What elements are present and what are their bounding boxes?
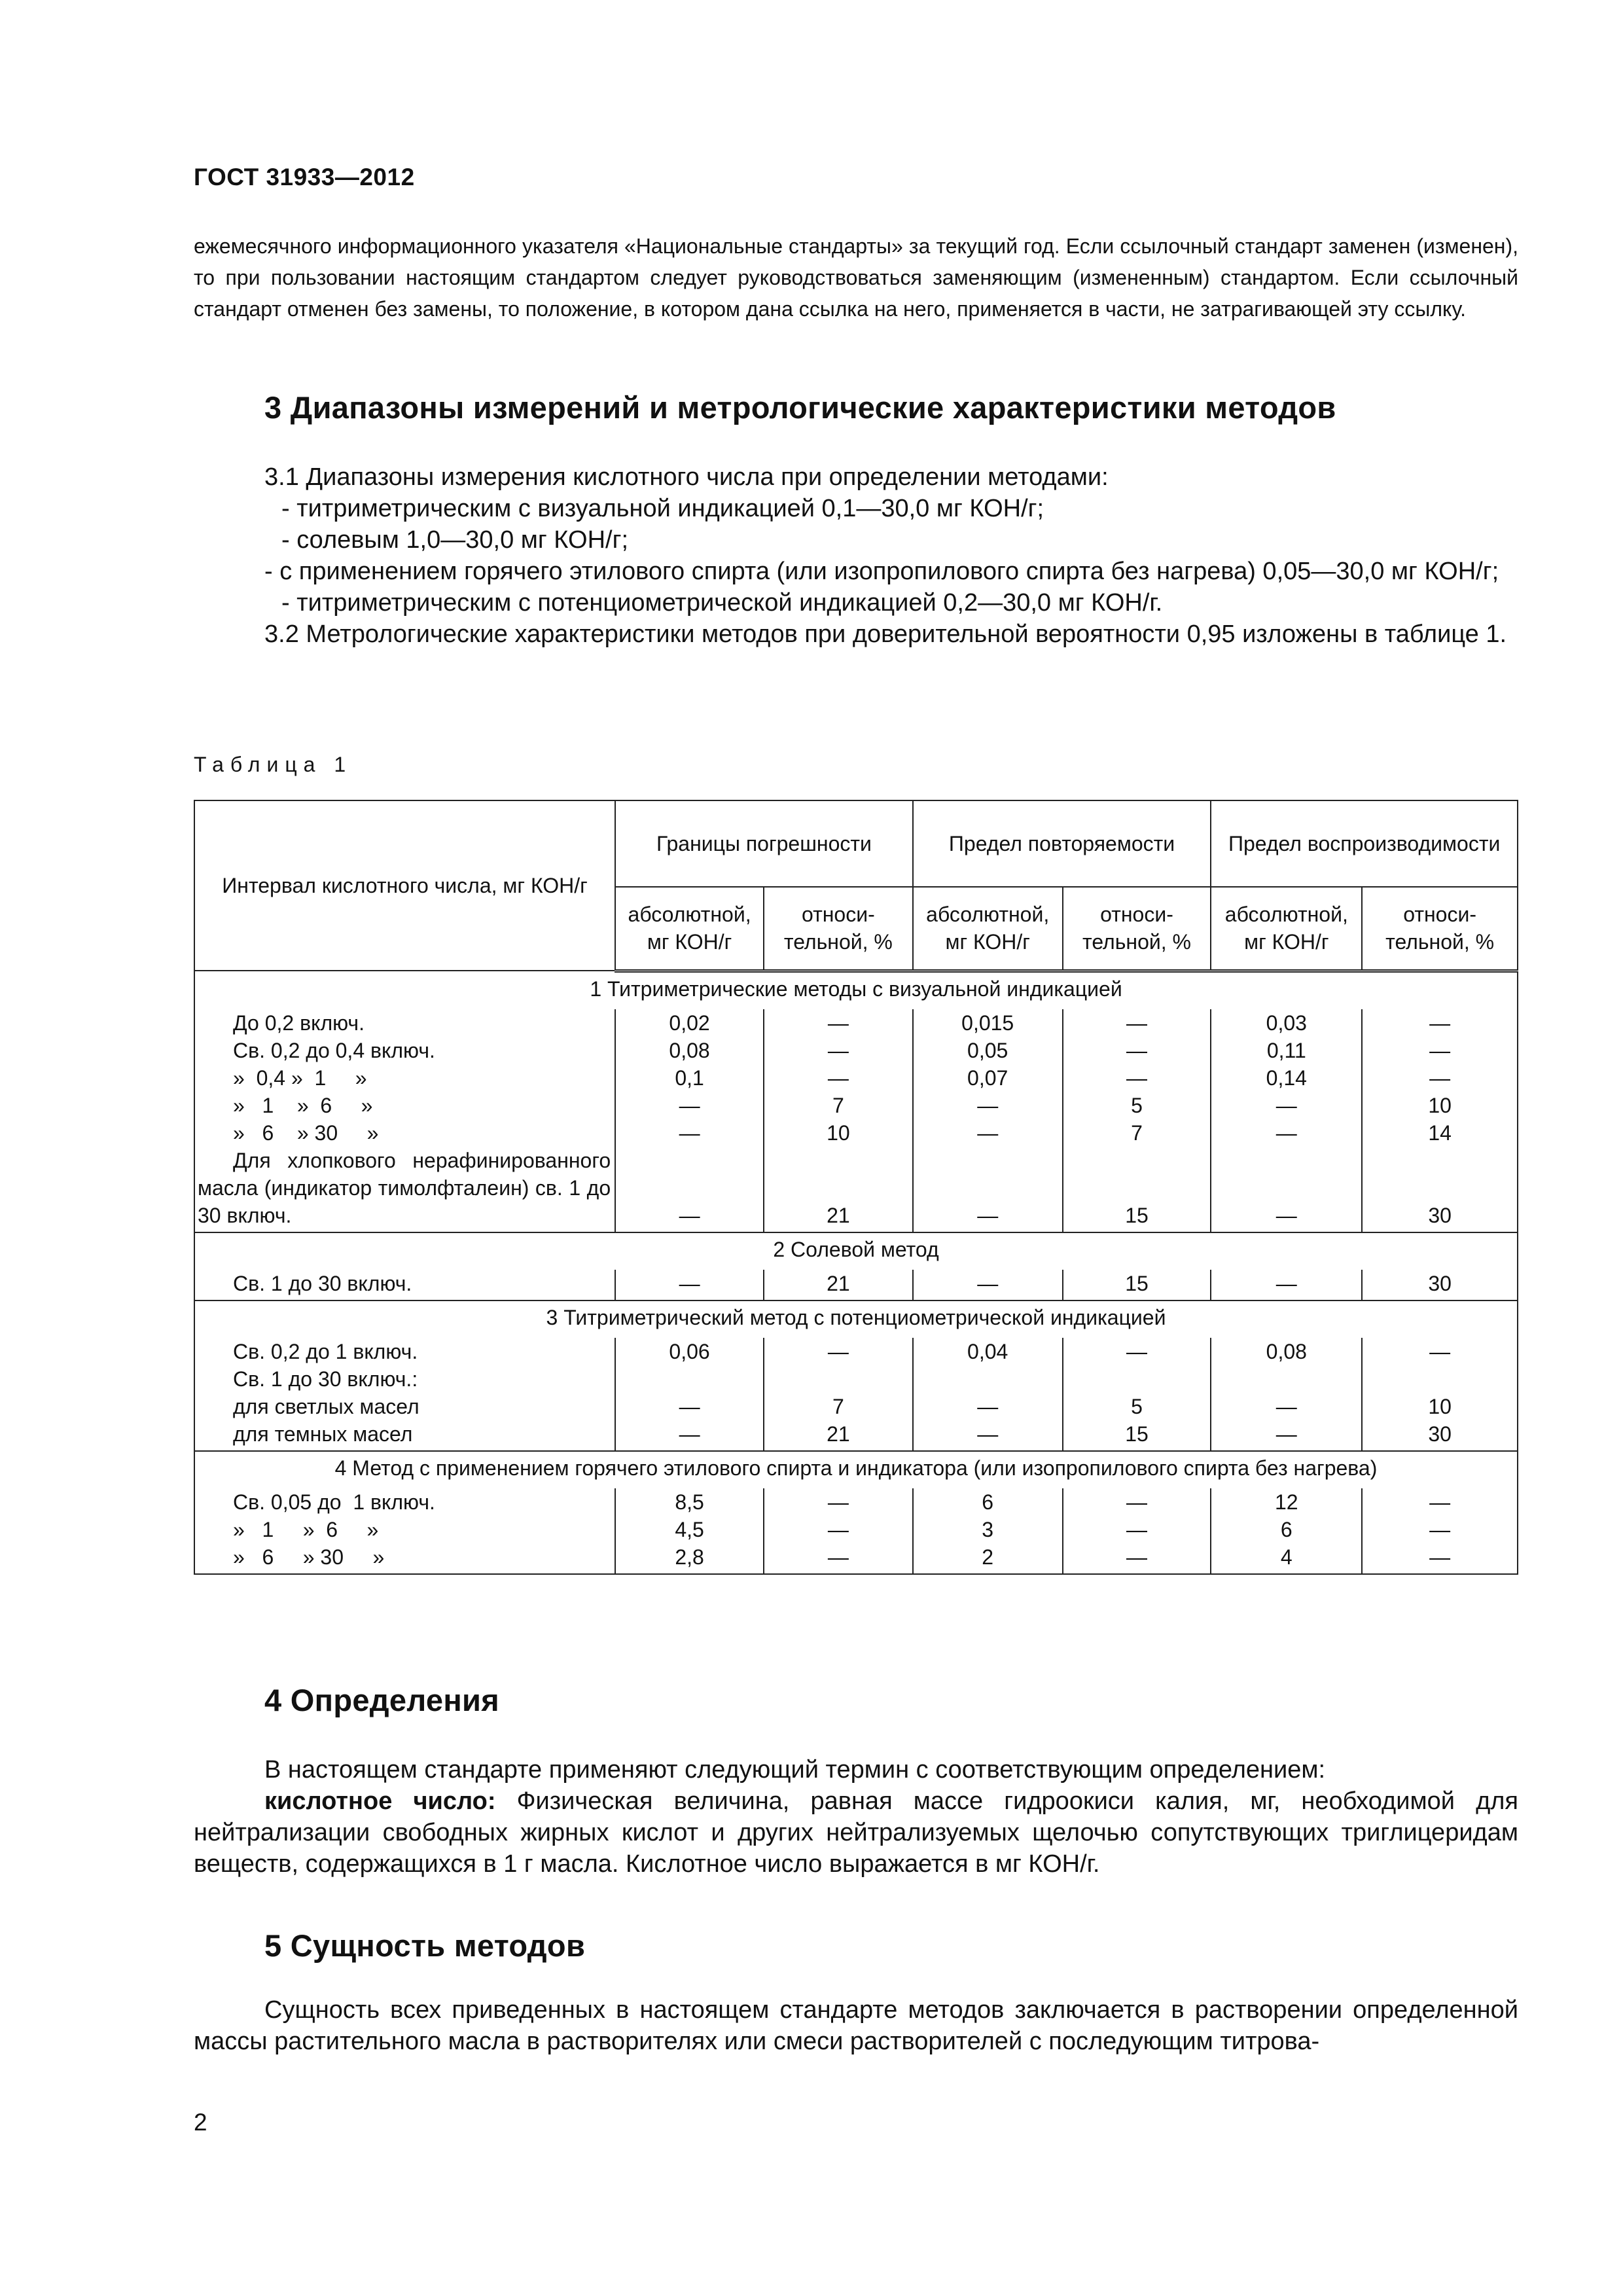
table-row bbox=[194, 1092, 1518, 1119]
metrology-table bbox=[194, 800, 1518, 1575]
table-cell bbox=[1362, 1365, 1518, 1393]
table-row bbox=[194, 1064, 1518, 1092]
table-cell: 4 bbox=[1211, 1543, 1362, 1574]
table-cell bbox=[1211, 1365, 1362, 1393]
row-label: Св. 1 до 30 включ.: bbox=[194, 1365, 615, 1393]
table-cell: 4,5 bbox=[615, 1516, 764, 1543]
table-cell: — bbox=[913, 1092, 1063, 1119]
row-label: Св. 0,2 до 1 включ. bbox=[194, 1338, 615, 1365]
table-caption: Таблица 1 bbox=[194, 753, 353, 776]
subheader-absolute: абсолютной, мг КОН/г bbox=[913, 887, 1063, 971]
row-label: » 1 » 6 » bbox=[194, 1516, 615, 1543]
table-cell: — bbox=[1063, 1338, 1211, 1365]
table-row bbox=[194, 1037, 1518, 1064]
table-cell: — bbox=[764, 1009, 913, 1037]
table-row bbox=[194, 1147, 1518, 1232]
section-5-heading: 5 Сущность методов bbox=[264, 1928, 586, 1963]
section-4-body bbox=[194, 1754, 1518, 1880]
table-cell: — bbox=[615, 1393, 764, 1420]
clause-3-1: 3.1 Диапазоны измерения кислотного числа при определении методами: bbox=[264, 463, 1109, 491]
subheader-absolute: абсолютной, мг КОН/г bbox=[1211, 887, 1362, 971]
table-cell: — bbox=[1211, 1092, 1362, 1119]
table-cell: — bbox=[764, 1037, 913, 1064]
interval-header: Интервал кислотного числа, мг КОН/г bbox=[194, 800, 615, 971]
table-cell: — bbox=[913, 1393, 1063, 1420]
table-row bbox=[194, 1009, 1518, 1037]
table-cell: — bbox=[1362, 1488, 1518, 1516]
row-label: Св. 0,05 до 1 включ. bbox=[194, 1488, 615, 1516]
table-cell: — bbox=[1211, 1119, 1362, 1147]
table-cell: — bbox=[1362, 1037, 1518, 1064]
section-3-body bbox=[194, 461, 1518, 650]
table-cell: — bbox=[615, 1420, 764, 1451]
table-cell: 30 bbox=[1362, 1270, 1518, 1300]
page-number: 2 bbox=[194, 2109, 207, 2136]
table-row bbox=[194, 1488, 1518, 1516]
table-cell: 0,07 bbox=[913, 1064, 1063, 1092]
table-row bbox=[194, 1365, 1518, 1393]
table-cell: 0,08 bbox=[1211, 1338, 1362, 1365]
definition-text: Физическая величина, равная массе гидроокиси калия, мг, необходимой для нейтрализации свободных жирных кислот и других нейтрализуемых щелочью сопутствующих триглицеридам веществ, содержащихся в 1 г масла. Кислотное число выражается в мг КОН/г. bbox=[194, 1787, 1518, 1878]
table-section-title: 3 Титриметрический метод с потенциометрической индикацией bbox=[194, 1300, 1518, 1338]
range-item-1: - титриметрическим с визуальной индикацией 0,1—30,0 мг КОН/г; bbox=[281, 495, 1044, 522]
table-cell: 21 bbox=[764, 1420, 913, 1451]
table-row bbox=[194, 1543, 1518, 1574]
table-cell: 2,8 bbox=[615, 1543, 764, 1574]
row-label: Св. 0,2 до 0,4 включ. bbox=[194, 1037, 615, 1064]
range-item-4: - титриметрическим с потенциометрической индикацией 0,2—30,0 мг КОН/г. bbox=[281, 589, 1163, 617]
table-cell: 14 bbox=[1362, 1119, 1518, 1147]
definitions-intro: В настоящем стандарте применяют следующий термин с соответствующим определением: bbox=[264, 1756, 1326, 1784]
table-cell: 15 bbox=[1063, 1270, 1211, 1300]
table-section-title: 4 Метод с применением горячего этилового спирта и индикатора (или изопропилового спирта без нагрева) bbox=[194, 1451, 1518, 1488]
table-cell: — bbox=[1362, 1543, 1518, 1574]
table-cell: 10 bbox=[1362, 1393, 1518, 1420]
table-cell: 5 bbox=[1063, 1092, 1211, 1119]
table-cell: 10 bbox=[764, 1119, 913, 1147]
table-cell: 0,11 bbox=[1211, 1037, 1362, 1064]
table-cell: 7 bbox=[764, 1092, 913, 1119]
section-5-body bbox=[194, 1994, 1518, 2057]
clause-3-2: 3.2 Метрологические характеристики методов при доверительной вероятности 0,95 изложены в таблице 1. bbox=[264, 620, 1507, 648]
document-page bbox=[194, 0, 1518, 2296]
table-cell: — bbox=[1211, 1147, 1362, 1232]
section-4-heading: 4 Определения bbox=[264, 1683, 499, 1717]
table-cell: 21 bbox=[764, 1270, 913, 1300]
table-cell: — bbox=[1362, 1516, 1518, 1543]
table-cell: 5 bbox=[1063, 1393, 1211, 1420]
table-cell: 2 bbox=[913, 1543, 1063, 1574]
table-cell: — bbox=[913, 1270, 1063, 1300]
row-label: До 0,2 включ. bbox=[194, 1009, 615, 1037]
table-cell: — bbox=[1362, 1064, 1518, 1092]
table-cell: 21 bbox=[764, 1147, 913, 1232]
table-cell: 7 bbox=[1063, 1119, 1211, 1147]
row-label: для темных масел bbox=[194, 1420, 615, 1451]
table-cell: — bbox=[1211, 1270, 1362, 1300]
table-cell: — bbox=[1063, 1488, 1211, 1516]
table-cell: 0,05 bbox=[913, 1037, 1063, 1064]
subheader-relative: относи-тельной, % bbox=[1063, 887, 1211, 971]
table-cell: — bbox=[913, 1119, 1063, 1147]
table-cell bbox=[1063, 1365, 1211, 1393]
table-cell: 0,06 bbox=[615, 1338, 764, 1365]
table-cell: 8,5 bbox=[615, 1488, 764, 1516]
table-cell: 6 bbox=[913, 1488, 1063, 1516]
table-cell: 0,04 bbox=[913, 1338, 1063, 1365]
repeatability-header: Предел повторяемости bbox=[913, 800, 1211, 887]
table-cell: 0,08 bbox=[615, 1037, 764, 1064]
table-section-title: 1 Титриметрические методы с визуальной индикацией bbox=[194, 971, 1518, 1009]
table-cell: — bbox=[764, 1064, 913, 1092]
table-cell: — bbox=[615, 1092, 764, 1119]
row-label: » 6 » 30 » bbox=[194, 1119, 615, 1147]
table-cell: 12 bbox=[1211, 1488, 1362, 1516]
table-cell: — bbox=[764, 1488, 913, 1516]
table-cell bbox=[615, 1365, 764, 1393]
table-cell: — bbox=[615, 1147, 764, 1232]
row-label: » 6 » 30 » bbox=[194, 1543, 615, 1574]
table-cell: 30 bbox=[1362, 1420, 1518, 1451]
table-cell: — bbox=[1063, 1543, 1211, 1574]
table-cell: — bbox=[764, 1516, 913, 1543]
intro-paragraph: ежемесячного информационного указателя «Национальные стандарты» за текущий год. Если ссылочный стандарт заменен (изменен), то при пользовании настоящим стандартом следует руководствоваться заменяющим (измененным) стандартом. Если ссылочный стандарт отменен без замены, то положение, в котором дана ссылка на него, применяется в части, не затрагивающей эту ссылку. bbox=[194, 234, 1518, 321]
row-label: для светлых масел bbox=[194, 1393, 615, 1420]
table-cell bbox=[764, 1365, 913, 1393]
table-cell: — bbox=[615, 1270, 764, 1300]
reproducibility-header: Предел воспроизводимости bbox=[1211, 800, 1518, 887]
table-cell: 15 bbox=[1063, 1147, 1211, 1232]
table-cell: — bbox=[1211, 1393, 1362, 1420]
defined-term: кислотное число: bbox=[264, 1787, 496, 1815]
essence-paragraph: Сущность всех приведенных в настоящем стандарте методов заключается в растворении определенной массы растительного масла в растворителях или смеси растворителей с последующим титрова- bbox=[194, 1996, 1518, 2055]
table-row bbox=[194, 1420, 1518, 1451]
table-cell: — bbox=[764, 1543, 913, 1574]
table-cell: 0,015 bbox=[913, 1009, 1063, 1037]
table-row bbox=[194, 1270, 1518, 1300]
table-cell: 0,14 bbox=[1211, 1064, 1362, 1092]
table-cell: — bbox=[1211, 1420, 1362, 1451]
row-label: » 1 » 6 » bbox=[194, 1092, 615, 1119]
table-row bbox=[194, 1393, 1518, 1420]
table-cell: — bbox=[615, 1119, 764, 1147]
subheader-relative: относи-тельной, % bbox=[764, 887, 913, 971]
error-limits-header: Границы погрешности bbox=[615, 800, 913, 887]
table-cell: 7 bbox=[764, 1393, 913, 1420]
subheader-absolute: абсолютной, мг КОН/г bbox=[615, 887, 764, 971]
table-cell: 0,02 bbox=[615, 1009, 764, 1037]
table-cell: — bbox=[1063, 1009, 1211, 1037]
table-cell bbox=[913, 1365, 1063, 1393]
table-cell: 10 bbox=[1362, 1092, 1518, 1119]
subheader-relative: относи-тельной, % bbox=[1362, 887, 1518, 971]
table-cell: 3 bbox=[913, 1516, 1063, 1543]
table-cell: — bbox=[1063, 1037, 1211, 1064]
row-label: » 0,4 » 1 » bbox=[194, 1064, 615, 1092]
row-label: Для хлопкового нерафинированного масла (индикатор тимолфталеин) св. 1 до 30 включ. bbox=[194, 1147, 615, 1232]
table-cell: 0,1 bbox=[615, 1064, 764, 1092]
table-cell: — bbox=[913, 1147, 1063, 1232]
table-cell: — bbox=[1362, 1338, 1518, 1365]
table-row bbox=[194, 1119, 1518, 1147]
table-cell: 0,03 bbox=[1211, 1009, 1362, 1037]
table-cell: — bbox=[1063, 1064, 1211, 1092]
table-section-title: 2 Солевой метод bbox=[194, 1232, 1518, 1270]
table-cell: — bbox=[1362, 1009, 1518, 1037]
table-row bbox=[194, 1338, 1518, 1365]
table-cell: — bbox=[764, 1338, 913, 1365]
definition-paragraph bbox=[194, 1785, 1518, 1880]
table-cell: 6 bbox=[1211, 1516, 1362, 1543]
document-header-title: ГОСТ 31933—2012 bbox=[194, 164, 415, 190]
table-cell: 30 bbox=[1362, 1147, 1518, 1232]
range-item-2: - солевым 1,0—30,0 мг КОН/г; bbox=[281, 526, 628, 554]
table-row bbox=[194, 1516, 1518, 1543]
section-3-heading: 3 Диапазоны измерений и метрологические характеристики методов bbox=[264, 390, 1336, 425]
range-item-3: - с применением горячего этилового спирта (или изопропилового спирта без нагрева) 0,05—30,0 мг КОН/г; bbox=[264, 558, 1499, 585]
table-cell: — bbox=[913, 1420, 1063, 1451]
row-label: Св. 1 до 30 включ. bbox=[194, 1270, 615, 1300]
table-cell: 15 bbox=[1063, 1420, 1211, 1451]
table-cell: — bbox=[1063, 1516, 1211, 1543]
